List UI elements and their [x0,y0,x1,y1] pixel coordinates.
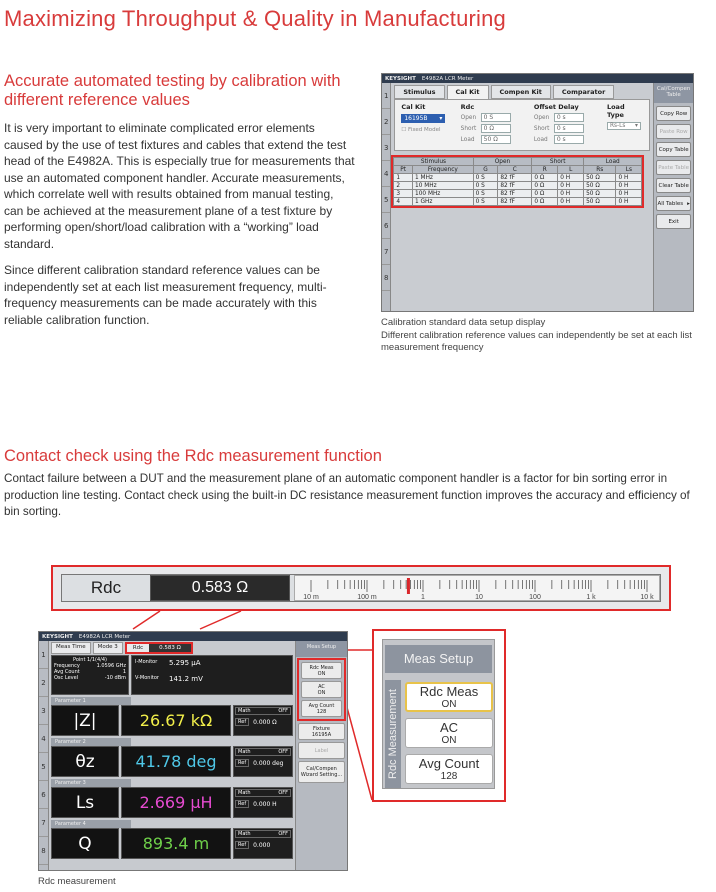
fixed-model-label: Fixed Model [408,127,441,133]
channel-number[interactable]: 4 [382,161,390,187]
math-state[interactable]: OFF [278,749,288,755]
table-cell[interactable]: 0 H [616,198,642,206]
avg-label: Avg Count [54,669,80,675]
math-label: Math [238,790,251,796]
menu-title: Meas Setup [296,641,347,657]
text-line: head of the E4982A. This is especially true for measurements that [4,154,355,168]
load-label: Load [460,137,475,143]
column-header: Ls [616,166,642,174]
window-title: E4982A LCR Meter [78,633,131,640]
rdc-measurement-vertical-label: Rdc Measurement [385,680,401,788]
table-cell[interactable]: 0 H [558,198,584,206]
math-box [233,746,293,777]
chevron-right-icon: ▸ [687,200,690,207]
ref-value[interactable]: 0.000 [253,841,271,849]
channel-number[interactable]: 1 [382,83,390,109]
scale-label: 100 m [357,594,377,601]
rdc-label: Rdc [460,103,475,111]
osc-label: Osc Level [54,675,79,681]
channel-number[interactable]: 3 [39,697,48,725]
channel-sidebar [39,641,49,870]
math-label: Math [238,749,251,755]
table-cell[interactable]: 50 Ω [584,198,616,206]
ref-label: Ref [235,841,249,849]
math-label: Math [238,831,251,837]
math-box [233,828,293,859]
table-cell[interactable]: 1 [394,174,413,182]
channel-number[interactable]: 8 [39,837,48,865]
ref-label: Ref [235,759,249,767]
frequency-label: Frequency [54,663,80,669]
rdc-meas-state: ON [441,699,457,710]
load-field[interactable]: 50 Ω [481,135,511,144]
meas-tabs [51,642,293,654]
table-cell[interactable]: 82 fF [498,182,532,190]
table-cell[interactable]: 0 H [558,182,584,190]
ref-label: Ref [235,718,249,726]
parameter-value: 41.78 deg [121,746,231,777]
caption-line: measurement frequency [381,342,484,353]
parameter-title: Parameter 4 [51,820,131,828]
scale-label: 1 k [586,594,596,601]
avg-count-label: Avg Count [308,702,335,709]
avg-count-button[interactable] [301,700,342,717]
avg-count-label: Avg Count [418,756,480,771]
ac-state: ON [441,735,457,746]
paste-table-button[interactable]: Paste Table [656,160,691,175]
parameter-symbol: |Z| [51,705,119,736]
column-header: Rs [584,166,616,174]
cal-compen-wizard-button[interactable]: Cal/Compen Wizard Setting... [298,761,345,783]
table-cell[interactable]: 0 S [473,182,498,190]
load-label: Load [533,137,548,143]
table-cell[interactable]: 82 fF [498,190,532,198]
rdc-meas-state: ON [317,670,326,677]
table-cell[interactable]: 0 Ω [532,190,558,198]
column-header: Pt [394,166,413,174]
column-header: L [558,166,584,174]
table-cell[interactable]: 0 H [616,182,642,190]
table-cell[interactable]: 0 Ω [532,182,558,190]
tab-rdc[interactable]: Rdc [127,644,149,652]
math-state[interactable]: OFF [278,831,288,837]
ac-state: ON [317,689,326,696]
column-header: R [532,166,558,174]
table-cell[interactable]: 0 Ω [532,198,558,206]
ac-button[interactable] [301,681,342,698]
fixture-value: 16195A [311,731,332,738]
meas-setup-zoom-highlight [372,629,506,802]
group-header: Open [473,158,532,166]
table-cell[interactable]: 0 H [616,190,642,198]
parameter-title: Parameter 3 [51,779,131,787]
point-label: Point 1/1(4/4) [73,657,107,663]
channel-number[interactable]: 3 [382,135,390,161]
label-button[interactable]: Label [298,742,345,759]
fixed-model-checkbox[interactable]: ☐ Fixed Model [401,127,441,133]
offset-delay-label: Offset Delay [533,103,579,111]
text-line: Contact failure between a DUT and the measurement plane of an automatic component handler is a factor for bin sorting error in [4,472,668,485]
parameter-title: Parameter 1 [51,697,131,705]
channel-number[interactable]: 5 [382,187,390,213]
table-cell[interactable]: 3 [394,190,413,198]
table-cell[interactable]: 0 H [558,174,584,182]
fixture-label: Fixture [312,725,330,732]
meas-softkey-menu [295,641,347,870]
scale-label: 1 [421,594,425,601]
math-box [233,787,293,818]
parameter-value: 26.67 kΩ [121,705,231,736]
parameter-value: 2.669 μH [121,787,231,818]
channel-number[interactable]: 2 [382,109,390,135]
text-line: caused by the use of test fixtures and cables that extend the test [4,137,347,152]
load-type-label: Load Type [606,103,625,119]
chevron-down-icon: ▾ [635,123,638,129]
vmon-value: 141.2 mV [169,675,203,683]
table-cell[interactable]: 0 Ω [532,174,558,182]
cal-kit-label: Cal Kit [401,103,426,111]
text-line: can be achieved at the measurement plane of a test fixture by [4,203,333,218]
column-header: G [473,166,498,174]
meas-setup-zoom [382,639,495,789]
tab-cal-kit[interactable]: Cal Kit [447,85,489,99]
scale-label: 10 m [303,594,319,601]
load-type-value: Rs-Ls [609,123,626,129]
ac-label: AC [318,683,325,690]
channel-number[interactable]: 1 [39,641,48,669]
point-box [51,655,129,695]
all-tables-label: All Tables [657,200,684,207]
tab-stimulus[interactable]: Stimulus [394,85,444,99]
paste-row-button[interactable]: Paste Row [656,124,691,139]
text-line: standard. [4,236,55,251]
parameter-panel [51,738,293,777]
text-line: use an automated component handler. Accurate measurements, [4,170,345,185]
text-line: reliable calibration function. [4,312,150,327]
copy-row-button[interactable]: Copy Row [656,106,691,121]
caption-line: Calibration standard data setup display [381,317,546,328]
open-label: Open [460,115,477,121]
brand-logo: KEYSIGHT [42,633,73,640]
channel-number[interactable]: 7 [382,239,390,265]
ref-value[interactable]: 0.000 deg [253,759,284,767]
open-label: Open [533,115,550,121]
column-header: C [498,166,532,174]
brand-logo: KEYSIGHT [385,75,416,82]
math-label: Math [238,708,251,714]
table-cell[interactable]: 82 fF [498,198,532,206]
exit-button[interactable]: Exit [656,214,691,229]
avg-count-value: 128 [316,708,327,715]
chevron-down-icon: ▾ [439,115,443,122]
vmon-label: V-Monitor [135,675,159,681]
osc-value: -10 dBm [104,675,126,681]
parameter-symbol: θz [51,746,119,777]
math-state[interactable]: OFF [278,708,288,714]
text-line: independently set at each list measurement frequency, multi- [4,279,327,294]
channel-number[interactable]: 4 [39,725,48,753]
info-panel [51,655,293,695]
rdc-meas-label: Rdc Meas [419,684,479,699]
table-cell[interactable]: 50 Ω [584,190,616,198]
text-line: production line testing. Contact check using the built-in DC resistance measurement function improves the accuracy and efficiency of [4,488,690,502]
offset-open-field[interactable]: 0 s [554,113,584,122]
text-line: performing open/short/load calibration with a “working” load [4,220,319,234]
section-heading: Contact check using the Rdc measurement function [4,447,382,465]
heading-line: Accurate automated testing by calibration with [4,72,341,90]
short-label: Short [533,126,550,132]
scale-label: 100 [529,594,541,601]
monitor-box [131,655,293,695]
table-cell[interactable]: 100 MHz [413,190,474,198]
imon-value: 5.295 μA [169,659,201,667]
parameter-title: Parameter 2 [51,738,131,746]
table-cell[interactable]: 2 [394,182,413,190]
copy-table-button[interactable]: Copy Table [656,142,691,157]
parameter-panel [51,779,293,818]
clear-table-button[interactable]: Clear Table [656,178,691,193]
parameter-list [51,697,293,859]
rdc-meas-button[interactable] [405,682,493,712]
imon-label: I-Monitor [135,659,158,665]
ac-label: AC [439,720,459,735]
table-cell[interactable]: 10 MHz [413,182,474,190]
short-field[interactable]: 0 Ω [481,124,511,133]
avg-count-button[interactable] [405,754,493,784]
ref-value[interactable]: 0.000 Ω [253,718,277,726]
channel-number[interactable]: 2 [39,669,48,697]
page-title: Maximizing Throughput & Quality in Manufacturing [4,6,506,31]
parameter-symbol: Ls [51,787,119,818]
ref-value[interactable]: 0.000 H [253,800,277,808]
tab-compen-kit[interactable]: Compen Kit [491,85,551,99]
heading-line: different reference values [4,91,190,109]
short-label: Short [460,126,477,132]
table-cell[interactable]: 82 fF [498,174,532,182]
table-cell[interactable]: 0 S [473,190,498,198]
table-cell[interactable]: 0 H [558,190,584,198]
offset-short-field[interactable]: 0 s [554,124,584,133]
column-header: Frequency [413,166,474,174]
parameter-panel [51,820,293,859]
rdc-label: Rdc [90,578,122,597]
table-cell[interactable]: 0 S [473,198,498,206]
scale-label: 10 [475,594,483,601]
avg-count-value: 128 [440,771,458,782]
rdc-meas-label: Rdc Meas [309,664,334,671]
group-header: Load [584,158,642,166]
window-title: E4982A LCR Meter [421,75,474,82]
meas-main [49,641,295,870]
open-field[interactable]: 0 S [481,113,511,122]
rdc-meas-button[interactable] [301,662,342,679]
text-line: bin sorting. [4,505,62,518]
math-state[interactable]: OFF [278,790,288,796]
cal-kit-value: 16195B [404,115,428,122]
parameter-value: 893.4 m [121,828,231,859]
channel-number[interactable]: 8 [382,265,390,291]
tab-rdc-value: 0.583 Ω [149,644,191,652]
rdc-value: 0.583 Ω [150,575,290,601]
text-line: frequency measurements can be made accurately with this [4,296,317,310]
group-header: Short [532,158,584,166]
parameter-symbol: Q [51,828,119,859]
math-box [233,705,293,736]
table-cell[interactable]: 50 Ω [584,174,616,182]
text-line: which correlate well with results obtained from manual testing, [4,187,334,201]
ac-button[interactable] [405,718,493,748]
tab-mode[interactable]: Mode 3 [93,642,123,654]
window-titlebar [39,632,347,641]
text-line: Since different calibration standard reference values can be [4,263,320,277]
channel-number[interactable]: 6 [382,213,390,239]
ref-label: Ref [235,800,249,808]
channel-number[interactable]: 5 [39,753,48,781]
table-cell[interactable]: 1 GHz [413,198,474,206]
channel-number[interactable]: 6 [39,781,48,809]
table-cell[interactable]: 1 MHz [413,174,474,182]
offset-load-field[interactable]: 0 s [554,135,584,144]
table-cell[interactable]: 50 Ω [584,182,616,190]
text-line: It is very important to eliminate complicated error elements [4,121,315,135]
meas-setup-title: Meas Setup [385,645,492,673]
fixture-button[interactable] [298,723,345,740]
menu-title: Cal/Compen Table [654,83,693,103]
table-cell[interactable]: 4 [394,198,413,206]
figure-caption: Rdc measurement [38,876,116,887]
parameter-panel [51,697,293,736]
tab-meas-time[interactable]: Meas Time [51,642,91,654]
tab-comparator[interactable]: Comparator [553,85,614,99]
scale-label: 10 k [640,594,654,601]
group-header: Stimulus [394,158,473,166]
channel-number[interactable]: 7 [39,809,48,837]
table-cell[interactable]: 0 S [473,174,498,182]
table-cell[interactable]: 0 H [616,174,642,182]
caption-line: Different calibration reference values can independently be set at each list [381,329,692,341]
frequency-value: 1.0596 GHz [96,663,126,669]
meas-screenshot [38,631,348,871]
avg-value: 1 [122,669,126,675]
